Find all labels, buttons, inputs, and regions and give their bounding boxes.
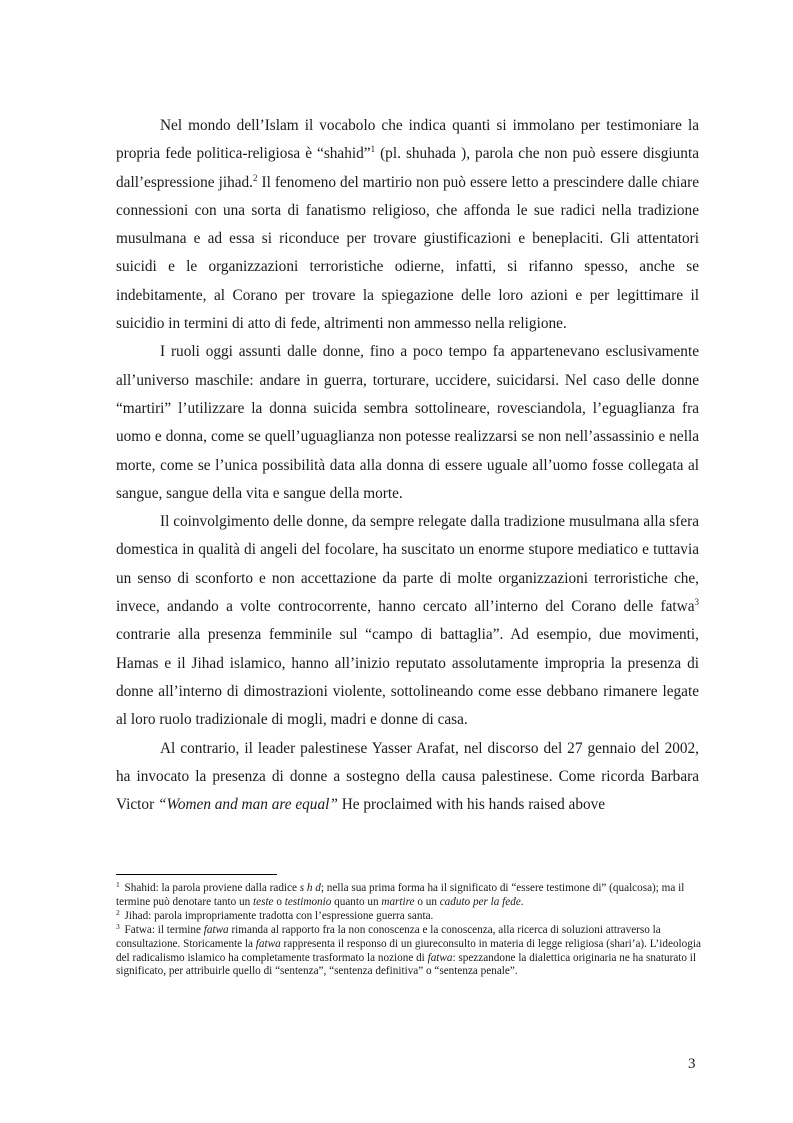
footnote-1-text-f: . [520, 895, 524, 908]
footnote-3 [116, 921, 701, 980]
footnote-2-number: 2 [116, 907, 120, 917]
footnote-1 [116, 882, 701, 910]
quote-women-man-equal: “Women and man are equal” [157, 796, 338, 814]
paragraph-3 [116, 508, 699, 734]
footnote-3-text-d: : spezzandone la dialettica originaria ne ha snaturato il significato, per attribuirle quello di “sentenza”, “sentenza definitiva” o “sentenza penale”. [116, 951, 697, 978]
paragraph-1-text-a: Nel mondo dell’Islam il vocabolo che indica quanti si immolano per testimoniare la propria fede politica-religiosa è “shahid” [116, 117, 699, 163]
footnote-3-fatwa-3: fatwa [427, 951, 453, 964]
footnote-1-text-b: ; nella sua prima forma ha il significato di “essere testimone di” (qualcosa); ma il termine può denotare tanto un [116, 882, 685, 908]
footnote-1-martire: martire [381, 895, 415, 908]
paragraph-4-text-a: Al contrario, il leader palestinese Yasser Arafat, nel discorso del 27 gennaio del 2002, ha invocato la presenza di donne a sostegno della causa palestinese. Come ricorda Barbara Victor [116, 739, 699, 814]
footnote-3-text-b: rimanda al rapporto fra la non conoscenza e la conoscenza, alla ricerca di soluzioni attraverso la consultazione. Storicamente la [116, 923, 661, 950]
footnote-ref-3[interactable]: 3 [694, 597, 699, 608]
footnote-separator [116, 874, 277, 875]
footnote-1-text-e: o un [414, 895, 440, 908]
footnote-1-text-c: o [273, 895, 285, 908]
paragraph-3-text-a: Il coinvolgimento delle donne, da sempre relegate dalla tradizione musulmana alla sfera domestica in qualità di angeli del focolare, ha suscitato un enorme stupore mediatico e tuttavia un senso di sconforto e non accettazione da parte di molte organizzazioni terroristiche che, invece, andando a volte controcorrente, hanno cercato all’interno del Corano delle fatwa [116, 513, 699, 616]
paragraph-2: I ruoli oggi assunti dalle donne, fino a poco tempo fa appartenevano esclusivamente all’universo maschile: andare in guerra, torturare, uccidere, suicidarsi. Nel caso delle donne “martiri” l’utilizzare la donna suicida sembra sottolineare, rovesciandola, l’eguaglianza fra uomo e donna, come se quell’uguaglianza non potesse realizzarsi se non nell’assassinio e nella morte, come se l’unica possibilità data alla donna di essere uguale all’uomo fosse collegata al sangue, sangue della vita e sangue della morte. [116, 343, 699, 502]
footnote-1-text-a: Shahid: la parola proviene dalla radice [121, 882, 300, 894]
paragraph-1 [116, 112, 699, 338]
footnote-2-text: Jihad: parola impropriamente tradotta con l’espressione guerra santa. [121, 909, 434, 922]
footnote-2 [116, 907, 701, 924]
footnote-1-testimonio: testimonio [284, 895, 332, 908]
footnote-1-number: 1 [116, 880, 120, 889]
page-number: 3 [688, 1056, 696, 1072]
paragraph-1-text-b: (pl. shuhada ), parola che non può essere disgiunta dall’espressione jihad. [116, 145, 699, 191]
body-text [116, 112, 699, 819]
footnote-1-caduto: caduto per la fede [439, 895, 521, 908]
footnote-3-fatwa-2: fatwa [255, 937, 281, 950]
footnote-3-text-c: rappresenta il responso di un giureconsulto in materia di legge religiosa (shari’a). L’ideologia del radicalismo islamico ha completamente trasformato la nozione di [116, 937, 701, 964]
footnote-1-root: s h d [299, 882, 321, 894]
footnote-ref-2[interactable]: 2 [252, 172, 258, 183]
footnote-1-teste: teste [253, 895, 274, 908]
footnote-3-text-a: Fatwa: il termine [121, 923, 204, 936]
footnote-3-fatwa-1: fatwa [203, 923, 229, 936]
paragraph-4 [116, 735, 699, 820]
footnote-ref-1[interactable]: 1 [370, 144, 376, 155]
footnote-1-text-d: quanto un [331, 895, 382, 908]
footnote-3-number: 3 [116, 921, 120, 931]
paragraph-4-text-b: He proclaimed with his hands raised above [337, 796, 606, 814]
paragraph-3-text-b: contrarie alla presenza femminile sul “campo di battaglia”. Ad esempio, due movimenti, Hamas e il Jihad islamico, hanno all’inizio reputato assolutamente impropria la presenza di donne all’interno di dimostrazioni violente, sottolineando come esse debbano rimanere legate al loro ruolo tradizionale di mogli, madri e donne di casa. [116, 626, 699, 729]
paragraph-1-text-c: Il fenomeno del martirio non può essere letto a prescindere dalle chiare connessioni con una sorta di fanatismo religioso, che affonda le sue radici nella tradizione musulmana e ad essa si riconduce per trovare giustificazioni e beneplaciti. Gli attentatori suicidi e le organizzazioni terroristiche odierne, infatti, si rifanno spesso, anche se indebitamente, al Corano per trovare la spiegazione delle loro azioni e per legittimare il suicidio in termini di atto di fede, altrimenti non ammesso nella religione. [116, 173, 699, 333]
footnotes [116, 882, 701, 979]
